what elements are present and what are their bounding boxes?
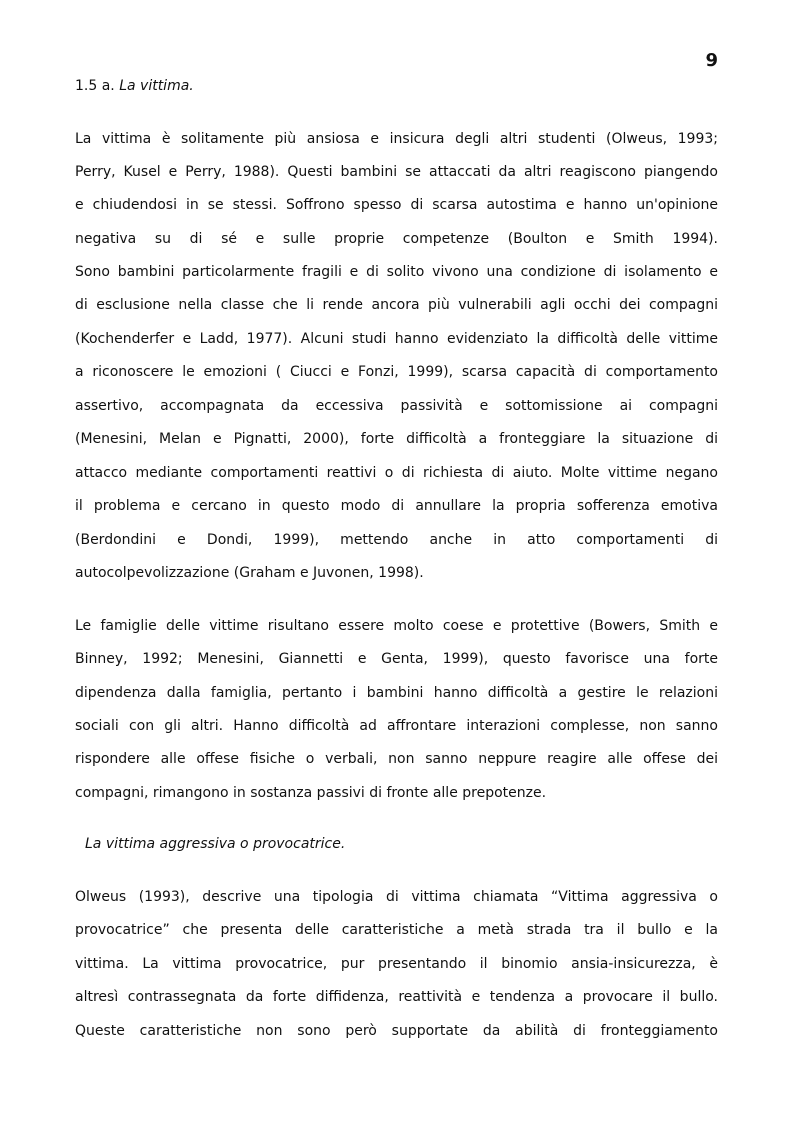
text-line: Sono bambini particolarmente fragili e di solito vivono una condizione di isolamento e <box>75 264 718 280</box>
section-title: La vittima. <box>119 78 194 94</box>
text-line: Queste caratteristiche non sono però supportate da abilità di fronteggiamento <box>75 1023 718 1039</box>
text-line: sociali con gli altri. Hanno difficoltà ad affrontare interazioni complesse, non sanno <box>75 718 718 734</box>
text-line: Olweus (1993), descrive una tipologia di vittima chiamata “Vittima aggressiva o <box>75 889 718 905</box>
text-line: provocatrice” che presenta delle caratteristiche a metà strada tra il bullo e la <box>75 922 718 938</box>
text-line: Perry, Kusel e Perry, 1988). Questi bambini se attaccati da altri reagiscono piangendo <box>75 164 718 180</box>
text-line: rispondere alle offese fisiche o verbali, non sanno neppure reagire alle offese dei <box>75 751 718 767</box>
text-line: vittima. La vittima provocatrice, pur presentando il binomio ansia-insicurezza, è <box>75 956 718 972</box>
text-line: altresì contrassegnata da forte diffidenza, reattività e tendenza a provocare il bullo. <box>75 989 718 1005</box>
text-line: (Berdondini e Dondi, 1999), mettendo anche in atto comportamenti di <box>75 532 718 548</box>
text-line: (Kochenderfer e Ladd, 1977). Alcuni studi hanno evidenziato la difficoltà delle vittime <box>75 331 718 347</box>
text-line: compagni, rimangono in sostanza passivi di fronte alle prepotenze. <box>75 785 547 801</box>
section-number: 1.5 a. <box>75 78 115 94</box>
page-number: 9 <box>705 50 718 71</box>
text-line: assertivo, accompagnata da eccessiva passività e sottomissione ai compagni <box>75 398 718 414</box>
text-line: La vittima è solitamente più ansiosa e insicura degli altri studenti (Olweus, 1993; <box>75 131 718 147</box>
text-line: negativa su di sé e sulle proprie competenze (Boulton e Smith 1994). <box>75 231 718 247</box>
section-heading <box>75 77 194 95</box>
text-line: Binney, 1992; Menesini, Giannetti e Genta, 1999), questo favorisce una forte <box>75 651 718 667</box>
text-line: il problema e cercano in questo modo di annullare la propria sofferenza emotiva <box>75 498 718 514</box>
text-line: autocolpevolizzazione (Graham e Juvonen, 1998). <box>75 565 424 581</box>
text-line: (Menesini, Melan e Pignatti, 2000), forte difficoltà a fronteggiare la situazione di <box>75 431 718 447</box>
text-line: di esclusione nella classe che li rende ancora più vulnerabili agli occhi dei compagni <box>75 297 718 313</box>
text-line: Le famiglie delle vittime risultano essere molto coese e protettive (Bowers, Smith e <box>75 618 718 634</box>
subheading: La vittima aggressiva o provocatrice. <box>85 836 346 852</box>
text-line: attacco mediante comportamenti reattivi o di richiesta di aiuto. Molte vittime negano <box>75 465 718 481</box>
text-line: e chiudendosi in se stessi. Soffrono spesso di scarsa autostima e hanno un'opinione <box>75 197 718 213</box>
text-line: a riconoscere le emozioni ( Ciucci e Fonzi, 1999), scarsa capacità di comportamento <box>75 364 718 380</box>
text-line: dipendenza dalla famiglia, pertanto i bambini hanno difficoltà a gestire le relazioni <box>75 685 718 701</box>
